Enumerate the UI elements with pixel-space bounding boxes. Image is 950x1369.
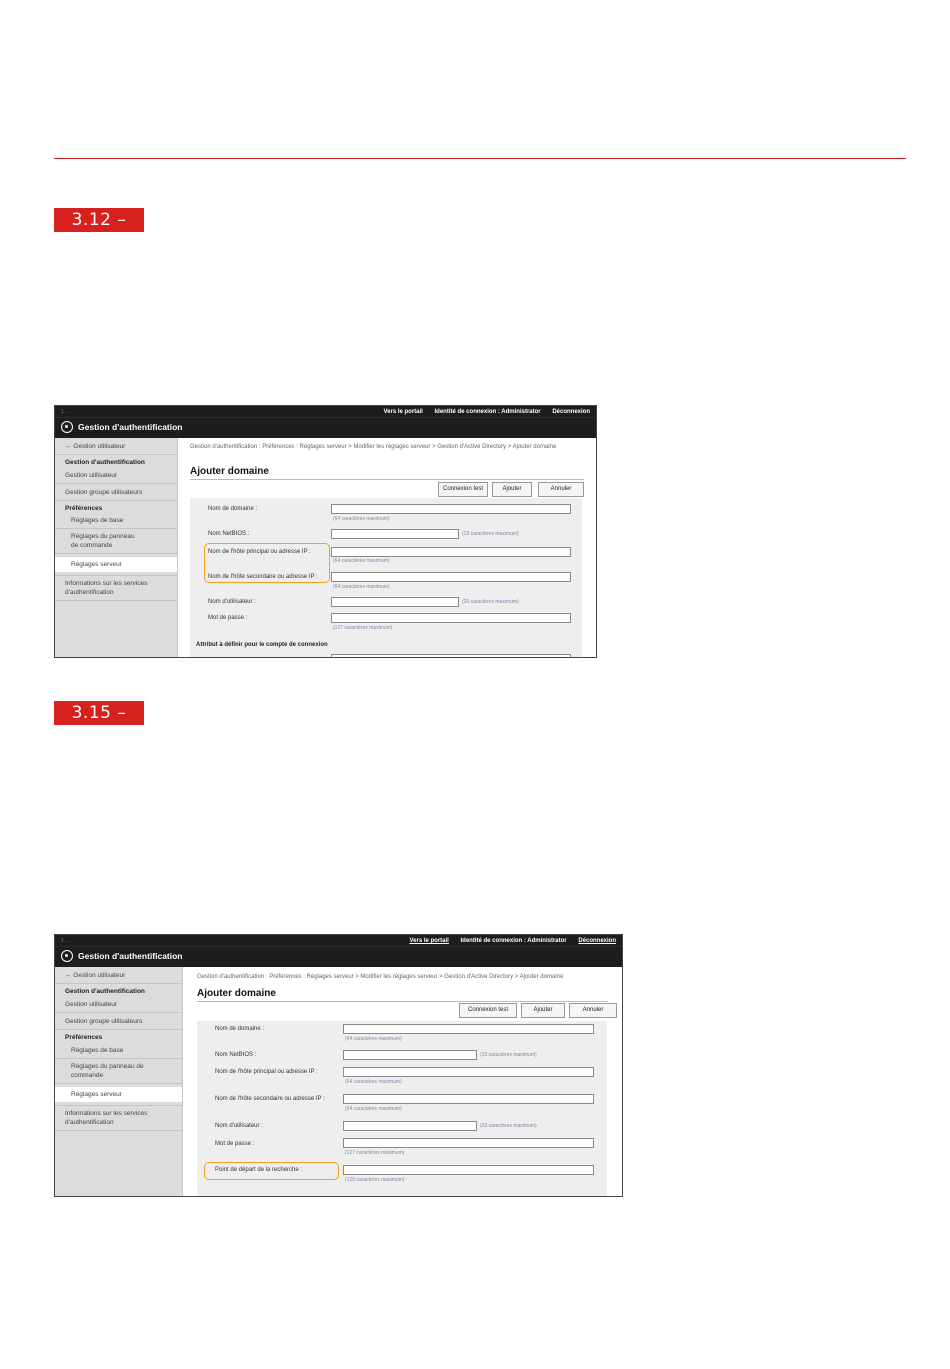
- password-input[interactable]: [343, 1138, 594, 1148]
- top-bar: [55, 935, 622, 967]
- add-button[interactable]: Ajouter: [521, 1003, 565, 1018]
- username-label: Nom d'utilisateur :: [215, 1123, 263, 1129]
- netbios-hint: (15 caractères maximum): [462, 531, 519, 537]
- cancel-button[interactable]: Annuler: [569, 1003, 617, 1018]
- username-hint: (20 caractères maximum): [480, 1123, 537, 1129]
- sidebar-back-link[interactable]: ← Gestion utilisateur: [65, 443, 126, 450]
- netbios-label: Nom NetBIOS :: [215, 1052, 257, 1058]
- netbios-input[interactable]: [331, 529, 459, 539]
- login-account-attribute-heading: Attribut à définir pour le compte de connexion: [196, 642, 328, 648]
- sidebar-group-auth: Gestion d'authentification: [65, 459, 145, 466]
- app-brand: [61, 421, 183, 433]
- section-tag-3-12: 3.12 –: [54, 208, 144, 232]
- domain-name-hint: (64 caractères maximum): [345, 1036, 402, 1042]
- password-label: Mot de passe :: [208, 615, 248, 621]
- page-title: Ajouter domaine: [190, 466, 269, 477]
- search-base-hint: (128 caractères maximum): [345, 1177, 405, 1183]
- auth-gear-icon: [61, 950, 73, 962]
- app-brand: [61, 950, 183, 962]
- sidebar-item-server-settings[interactable]: Réglages serveur: [55, 557, 177, 572]
- connection-test-button[interactable]: Connexion test: [459, 1003, 517, 1018]
- sidebar-item-auth-info[interactable]: Informations sur les services d'authentification: [65, 580, 148, 596]
- primary-host-label: Nom de l'hôte principal ou adresse IP :: [208, 549, 311, 555]
- sidebar-group-preferences: Préférences: [65, 505, 103, 512]
- app-title: Gestion d'authentification: [78, 951, 183, 961]
- secondary-host-input[interactable]: [343, 1094, 594, 1104]
- sidebar-item-basic-settings[interactable]: Réglages de base: [71, 517, 124, 524]
- password-label: Mot de passe :: [215, 1141, 255, 1147]
- sidebar-group-preferences: Préférences: [65, 1034, 103, 1041]
- sidebar-item-control-panel-settings[interactable]: Réglages du panneau de commande: [71, 533, 135, 549]
- password-hint: (127 caractères maximum): [345, 1150, 405, 1156]
- logout-link[interactable]: Déconnexion: [578, 938, 616, 944]
- username-label: Nom d'utilisateur :: [208, 599, 256, 605]
- main-panel: [178, 438, 596, 657]
- logout-link[interactable]: Déconnexion: [552, 409, 590, 415]
- sidebar-back-link[interactable]: ← Gestion utilisateur: [65, 972, 126, 979]
- domain-name-hint: (64 caractères maximum): [333, 516, 390, 522]
- sidebar-item-group-management[interactable]: Gestion groupe utilisateurs: [65, 489, 143, 496]
- sidebar-item-group-management[interactable]: Gestion groupe utilisateurs: [65, 1018, 143, 1025]
- connection-test-button[interactable]: Connexion test: [438, 482, 488, 497]
- domain-form: [190, 498, 582, 658]
- sidebar-group-auth: Gestion d'authentification: [65, 988, 145, 995]
- primary-host-input[interactable]: [343, 1067, 594, 1077]
- sidebar-item-control-panel-settings[interactable]: Réglages du panneau de commande: [71, 1063, 144, 1079]
- username-hint: (20 caractères maximum): [462, 599, 519, 605]
- primary-host-label: Nom de l'hôte principal ou adresse IP :: [215, 1069, 318, 1075]
- auth-gear-icon: [61, 421, 73, 433]
- attribute-input[interactable]: [331, 654, 571, 658]
- sidebar-item-server-settings[interactable]: Réglages serveur: [55, 1087, 182, 1102]
- breadcrumb: Gestion d'authentification : Préférences : Réglages serveur > Modifier les réglages serveur > Gestion d'Active Directory > Ajouter domaine: [197, 974, 564, 980]
- highlight-host-fields: [204, 543, 330, 583]
- secondary-host-hint: (64 caractères maximum): [333, 584, 390, 590]
- search-base-label: Point de départ de la recherche :: [215, 1167, 303, 1173]
- login-identity: Identité de connexion : Administrator: [460, 938, 567, 944]
- highlight-search-base: [204, 1162, 339, 1180]
- netbios-label: Nom NetBIOS :: [208, 531, 250, 537]
- password-hint: (127 caractères maximum): [333, 625, 393, 631]
- domain-name-label: Nom de domaine :: [215, 1026, 265, 1032]
- sidebar: [55, 967, 183, 1196]
- sidebar-item-basic-settings[interactable]: Réglages de base: [71, 1047, 124, 1054]
- add-button[interactable]: Ajouter: [492, 482, 532, 497]
- username-input[interactable]: [331, 597, 459, 607]
- sidebar-item-user-management[interactable]: Gestion utilisateur: [65, 472, 118, 479]
- username-input[interactable]: [343, 1121, 477, 1131]
- screenshot-add-domain-hosts: [54, 405, 597, 658]
- secondary-host-hint: (64 caractères maximum): [345, 1106, 402, 1112]
- breadcrumb: Gestion d'authentification : Préférences : Réglages serveur > Modifier les réglages serveur > Gestion d'Active Directory > Ajouter domaine: [190, 444, 557, 450]
- screenshot-add-domain-search-base: [54, 934, 623, 1197]
- header-rule: [54, 158, 906, 159]
- password-input[interactable]: [331, 613, 571, 623]
- device-ip: 1 . . . .: [61, 938, 75, 944]
- domain-name-input[interactable]: [331, 504, 571, 514]
- section-tag-3-15: 3.15 –: [54, 701, 144, 725]
- portal-link[interactable]: Vers le portail: [409, 938, 449, 944]
- page-title: Ajouter domaine: [197, 988, 276, 999]
- secondary-host-input[interactable]: [331, 572, 571, 582]
- domain-name-label: Nom de domaine :: [208, 506, 258, 512]
- secondary-host-label: Nom de l'hôte secondaire ou adresse IP :: [215, 1096, 325, 1102]
- search-base-input[interactable]: [343, 1165, 594, 1175]
- sidebar-item-auth-info[interactable]: Informations sur les services d'authentification: [65, 1110, 148, 1126]
- secondary-host-label: Nom de l'hôte secondaire ou adresse IP :: [208, 574, 318, 580]
- portal-link[interactable]: Vers le portail: [383, 409, 423, 415]
- cancel-button[interactable]: Annuler: [538, 482, 584, 497]
- primary-host-input[interactable]: [331, 547, 571, 557]
- netbios-hint: (15 caractères maximum): [480, 1052, 537, 1058]
- top-bar: [55, 406, 596, 438]
- primary-host-hint: (64 caractères maximum): [333, 558, 390, 564]
- sidebar: [55, 438, 178, 657]
- sidebar-item-user-management[interactable]: Gestion utilisateur: [65, 1001, 118, 1008]
- device-ip: 1 . . . .: [61, 409, 75, 415]
- domain-name-input[interactable]: [343, 1024, 594, 1034]
- netbios-input[interactable]: [343, 1050, 477, 1060]
- primary-host-hint: (64 caractères maximum): [345, 1079, 402, 1085]
- domain-form: [197, 1021, 607, 1196]
- app-title: Gestion d'authentification: [78, 422, 183, 432]
- login-identity: Identité de connexion : Administrator: [434, 409, 541, 415]
- main-panel: [183, 967, 622, 1196]
